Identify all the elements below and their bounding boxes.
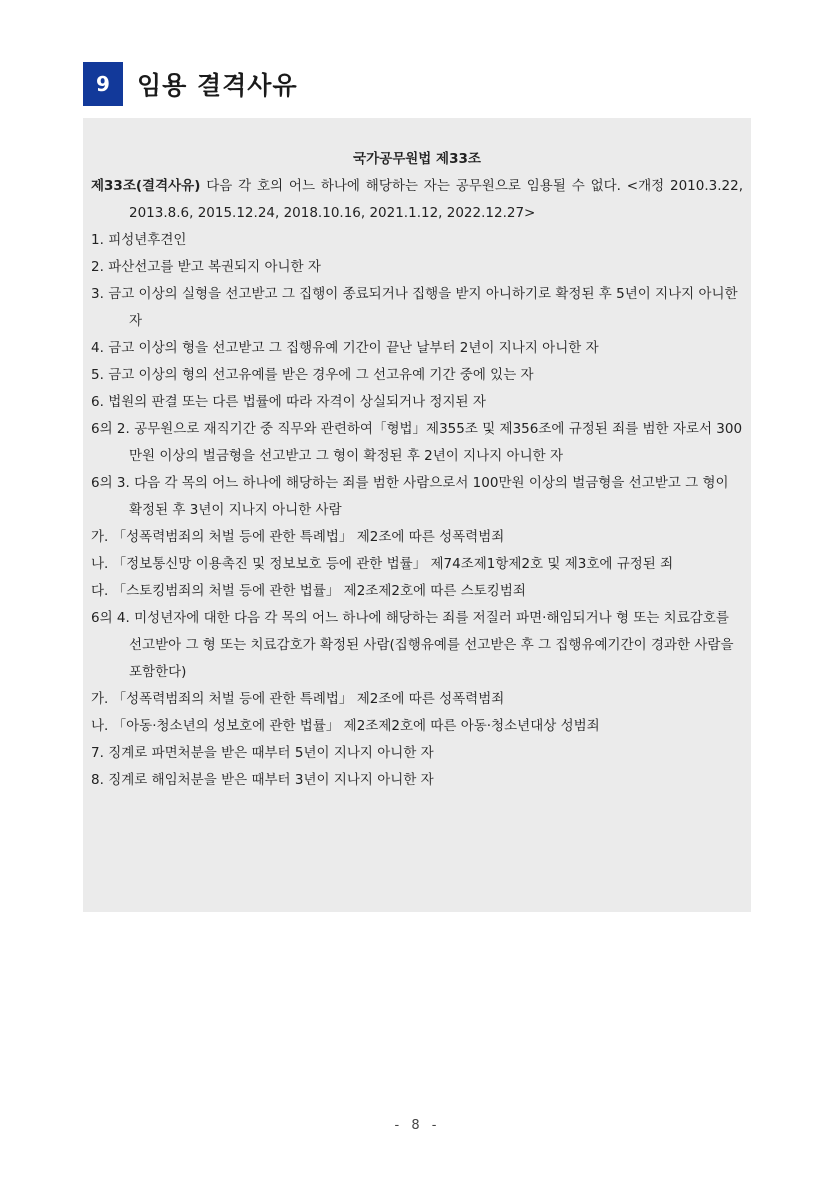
item-text: 금고 이상의 형의 선고유예를 받은 경우에 그 선고유예 기간 중에 있는 자 xyxy=(108,367,534,383)
item-number: 나. xyxy=(91,718,109,734)
item-text: 금고 이상의 형을 선고받고 그 집행유예 기간이 끝난 날부터 2년이 지나지 아니한 자 xyxy=(108,340,599,356)
item-text: 「아동·청소년의 성보호에 관한 법률」 제2조제2호에 따른 아동·청소년대상 성범죄 xyxy=(112,718,600,734)
item-text: 징계로 해임처분을 받은 때부터 3년이 지나지 아니한 자 xyxy=(108,772,434,788)
item-number: 4. xyxy=(91,340,104,356)
article-paragraph xyxy=(91,173,743,227)
item-number: 8. xyxy=(91,772,104,788)
item-text: 「성폭력범죄의 처벌 등에 관한 특례법」 제2조에 따른 성폭력범죄 xyxy=(112,691,505,707)
law-text-box xyxy=(83,118,751,912)
article-text: 다음 각 호의 어느 하나에 해당하는 자는 공무원으로 임용될 수 없다. <개정 2010.3.22, 2013.8.6, 2015.12.24, 2018.10.16, 2021.1.12, 2022.12.27> xyxy=(129,178,743,221)
item-number: 5. xyxy=(91,367,104,383)
item-number: 3. xyxy=(91,286,104,302)
list-item xyxy=(91,686,743,713)
law-title: 국가공무원법 제33조 xyxy=(353,151,481,167)
list-item xyxy=(91,335,743,362)
list-item xyxy=(91,362,743,389)
item-text: 징계로 파면처분을 받은 때부터 5년이 지나지 아니한 자 xyxy=(108,745,434,761)
item-text: 다음 각 목의 어느 하나에 해당하는 죄를 범한 사람으로서 100만원 이상의 벌금형을 선고받고 그 형이 확정된 후 3년이 지나지 아니한 사람 xyxy=(129,475,729,518)
item-list xyxy=(91,227,743,794)
list-item xyxy=(91,767,743,794)
item-text: 「성폭력범죄의 처벌 등에 관한 특례법」 제2조에 따른 성폭력범죄 xyxy=(112,529,505,545)
section-title: 임용 결격사유 xyxy=(137,71,298,100)
list-item xyxy=(91,605,743,686)
item-number: 6의 3. xyxy=(91,475,130,491)
article-head: 제33조(결격사유) xyxy=(91,178,201,194)
item-text: 「스토킹범죄의 처벌 등에 관한 법률」 제2조제2호에 따른 스토킹범죄 xyxy=(112,583,526,599)
item-number: 7. xyxy=(91,745,104,761)
list-item xyxy=(91,254,743,281)
item-number: 6의 4. xyxy=(91,610,130,626)
item-number: 가. xyxy=(91,529,109,545)
item-number: 2. xyxy=(91,259,104,275)
list-item xyxy=(91,578,743,605)
list-item xyxy=(91,551,743,578)
item-text: 피성년후견인 xyxy=(108,232,187,248)
item-text: 공무원으로 재직기간 중 직무와 관련하여「형법」제355조 및 제356조에 규정된 죄를 범한 자로서 300만원 이상의 벌금형을 선고받고 그 형이 확정된 후 2년이 지나지 아니한 자 xyxy=(129,421,743,464)
section-number-badge: 9 xyxy=(83,62,123,106)
list-item xyxy=(91,524,743,551)
item-number: 6. xyxy=(91,394,104,410)
list-item xyxy=(91,470,743,524)
list-item xyxy=(91,416,743,470)
item-number: 가. xyxy=(91,691,109,707)
page-number: - 8 - xyxy=(394,1118,441,1133)
item-text: 파산선고를 받고 복권되지 아니한 자 xyxy=(108,259,321,275)
list-item xyxy=(91,389,743,416)
item-number: 6의 2. xyxy=(91,421,130,437)
item-number: 다. xyxy=(91,583,109,599)
list-item xyxy=(91,740,743,767)
item-text: 금고 이상의 실형을 선고받고 그 집행이 종료되거나 집행을 받지 아니하기로 확정된 후 5년이 지나지 아니한 자 xyxy=(108,286,738,329)
list-item xyxy=(91,713,743,740)
item-text: 미성년자에 대한 다음 각 목의 어느 하나에 해당하는 죄를 저질러 파면·해임되거나 형 또는 치료감호를 선고받아 그 형 또는 치료감호가 확정된 사람(집행유예를 선고받은 후 그 집행유예기간이 경과한 사람을 포함한다) xyxy=(129,610,734,680)
list-item xyxy=(91,281,743,335)
list-item xyxy=(91,227,743,254)
section-header xyxy=(83,62,298,106)
item-number: 나. xyxy=(91,556,109,572)
item-text: 「정보통신망 이용촉진 및 정보보호 등에 관한 법률」 제74조제1항제2호 및 제3호에 규정된 죄 xyxy=(112,556,674,572)
item-text: 법원의 판결 또는 다른 법률에 따라 자격이 상실되거나 정지된 자 xyxy=(108,394,486,410)
item-number: 1. xyxy=(91,232,104,248)
